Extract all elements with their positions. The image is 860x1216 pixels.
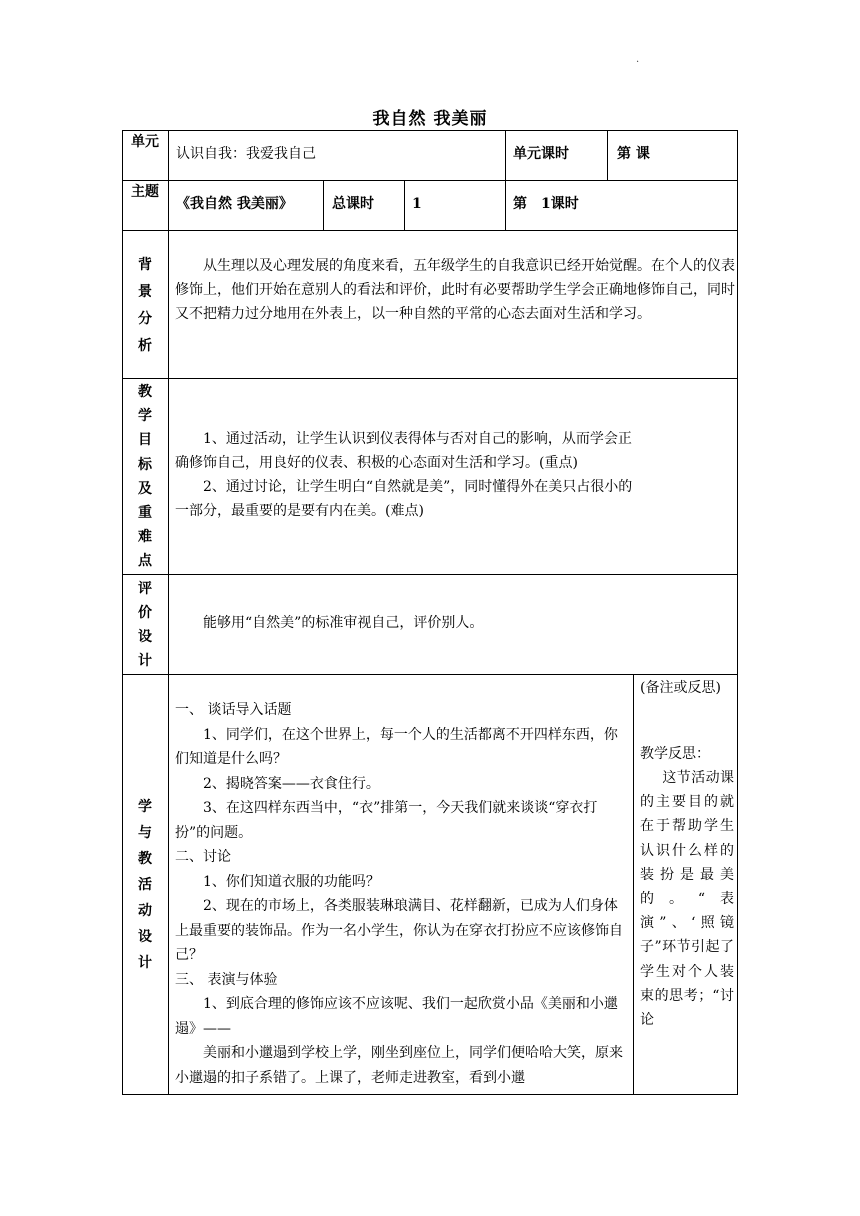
background-label: 背景分析: [138, 257, 152, 354]
page-mark: .: [636, 54, 640, 65]
goal-item: 2、通过讨论，让学生明白“自然就是美”，同时懂得外在美只占很小的一部分，最重要的是要有内在美。(难点): [175, 479, 633, 519]
activity-line: 3、在这四样东西当中，“衣”排第一，今天我们就来谈谈“穿衣打扮”的问题。: [175, 800, 598, 841]
notes-column: [640, 676, 734, 1032]
reflection-text: 这节活动课的主要目的就在于帮助学生认识什么样的装扮是最美的。“表演”、‘照镜子”环节引起了学生对个人装束的思考；“讨论: [640, 770, 734, 1029]
activity-line: 1、同学们，在这个世界上，每一个人的生活都离不开四样东西，你们知道是什么吗？: [175, 726, 618, 767]
lesson-number: 第 1课时: [513, 196, 579, 212]
background-text: 从生理以及心理发展的角度来看，五年级学生的自我意识已经开始觉醒。在个人的仪表修饰上，他们开始在意别人的看法和评价，此时有必要帮助学生学会正确地修饰自己，同时又不把精力过分地用在外表上，以一种自然的平常的心态去面对生活和学习。: [175, 258, 735, 322]
topic-label: 主题: [131, 184, 159, 200]
unit-hours-label: 单元课时: [513, 146, 569, 162]
total-hours-value: 1: [412, 196, 422, 212]
activities-label: 学与教活动设计: [138, 799, 152, 971]
unit-label: 单元: [131, 134, 159, 150]
unit-hours-value: 第 课: [617, 146, 650, 162]
section-heading: 一、 谈话导入话题: [175, 702, 292, 718]
reflection-label: 教学反思：: [640, 746, 710, 762]
goals-text: [175, 427, 633, 523]
activity-line: 2、揭晓答案——衣食住行。: [203, 775, 380, 792]
notes-label: (备注或反思): [640, 680, 721, 696]
evaluation-label: 评价设计: [138, 581, 152, 669]
evaluation-text: 能够用“自然美”的标准审视自己，评价别人。: [203, 615, 484, 631]
unit-content: 认识自我：我爱我自己: [176, 146, 316, 162]
activity-line: 2、现在的市场上，各类服装琳琅满目、花样翻新，已成为人们身体上最重要的装饰品。作为一名小学生，你认为在穿衣打扮应不应该修饰自己？: [175, 898, 623, 963]
topic-content: 《我自然 我美丽》: [176, 196, 293, 212]
section-heading: 三、 表演与体验: [175, 971, 278, 988]
page-title: 我自然 我美丽: [372, 109, 488, 129]
activity-line: 美丽和小邋遢到学校上学，刚坐到座位上，同学们便哈哈大笑，原来小邋遢的扣子系错了。上课了，老师走进教室，看到小邋: [175, 1045, 623, 1086]
activities-text: [175, 698, 630, 1090]
activity-line: 1、到底合理的修饰应该不应该呢、我们一起欣赏小品《美丽和小邋遢》——: [175, 996, 618, 1037]
activity-line: 1、你们知道衣服的功能吗？: [203, 873, 380, 890]
goals-label: 教学目标及重难点: [138, 384, 152, 570]
total-hours-label: 总课时: [332, 196, 374, 212]
goal-item: 1、通过活动，让学生认识到仪表得体与否对自己的影响，从而学会正确修饰自己，用良好的仪表、积极的心态面对生活和学习。(重点): [175, 431, 632, 471]
section-heading: 二、讨论: [175, 849, 231, 865]
